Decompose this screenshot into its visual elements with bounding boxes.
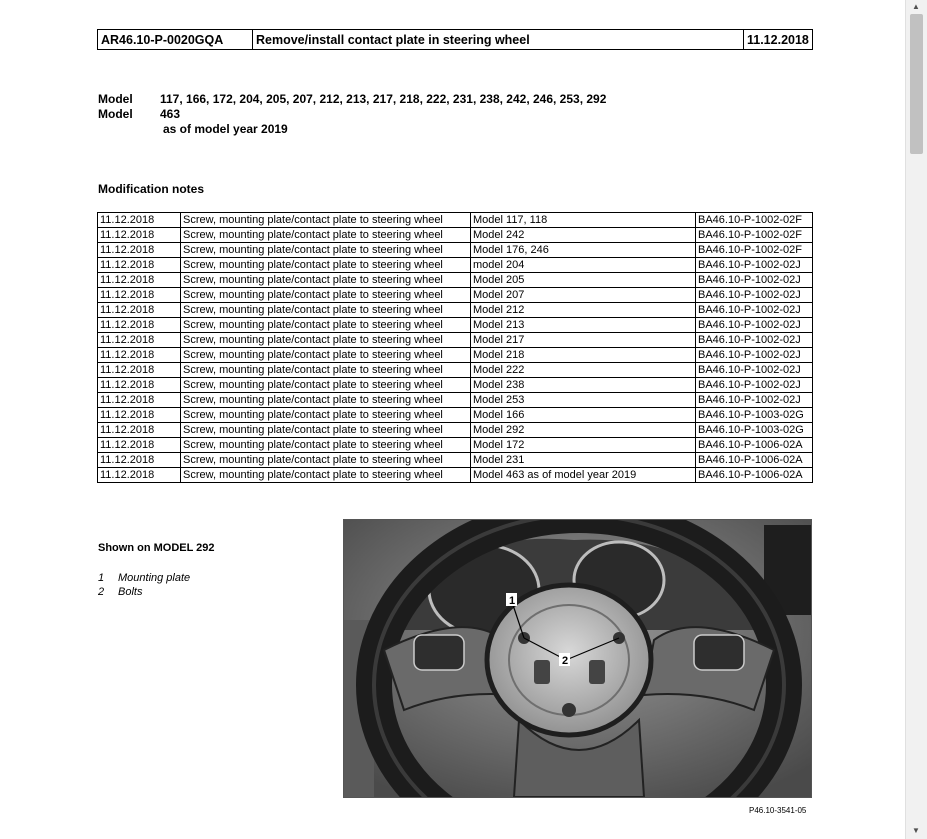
models-label: Model [98, 107, 133, 121]
table-row [98, 468, 813, 483]
cell-model: Model 231 [471, 453, 696, 468]
legend-item: 1 Mounting plate [98, 572, 191, 584]
table-row [98, 378, 813, 393]
cell-model: Model 218 [471, 348, 696, 363]
cell-desc: Screw, mounting plate/contact plate to steering wheel [181, 228, 471, 243]
cell-model: Model 242 [471, 228, 696, 243]
cell-date: 11.12.2018 [98, 363, 181, 378]
cell-ref: BA46.10-P-1002-02J [696, 393, 813, 408]
callout-2: 2 [562, 655, 569, 667]
cell-ref: BA46.10-P-1002-02J [696, 258, 813, 273]
table-row [98, 438, 813, 453]
cell-model: Model 207 [471, 288, 696, 303]
cell-ref: BA46.10-P-1002-02J [696, 318, 813, 333]
cell-desc: Screw, mounting plate/contact plate to steering wheel [181, 348, 471, 363]
cell-ref: BA46.10-P-1002-02J [696, 288, 813, 303]
table-row [98, 453, 813, 468]
models-list: 463 [160, 107, 181, 121]
cell-ref: BA46.10-P-1006-02A [696, 468, 813, 483]
cell-model: Model 176, 246 [471, 243, 696, 258]
document-date: 11.12.2018 [744, 30, 813, 50]
cell-ref: BA46.10-P-1002-02J [696, 348, 813, 363]
cell-model: Model 166 [471, 408, 696, 423]
models-note: as of model year 2019 [163, 122, 288, 136]
cell-date: 11.12.2018 [98, 453, 181, 468]
cell-model: Model 253 [471, 393, 696, 408]
cell-date: 11.12.2018 [98, 228, 181, 243]
cell-ref: BA46.10-P-1002-02J [696, 273, 813, 288]
scroll-thumb[interactable] [910, 14, 923, 154]
cell-desc: Screw, mounting plate/contact plate to steering wheel [181, 333, 471, 348]
cell-desc: Screw, mounting plate/contact plate to steering wheel [181, 273, 471, 288]
cell-model: Model 222 [471, 363, 696, 378]
table-row [98, 228, 813, 243]
cell-model: Model 213 [471, 318, 696, 333]
cell-ref: BA46.10-P-1006-02A [696, 438, 813, 453]
cell-model: Model 205 [471, 273, 696, 288]
table-row [98, 258, 813, 273]
cell-date: 11.12.2018 [98, 288, 181, 303]
models-section [98, 92, 606, 137]
cell-ref: BA46.10-P-1003-02G [696, 423, 813, 438]
cell-desc: Screw, mounting plate/contact plate to steering wheel [181, 468, 471, 483]
table-row [98, 288, 813, 303]
cell-desc: Screw, mounting plate/contact plate to steering wheel [181, 408, 471, 423]
cell-desc: Screw, mounting plate/contact plate to steering wheel [181, 453, 471, 468]
callout-1: 1 [509, 595, 516, 607]
cell-date: 11.12.2018 [98, 348, 181, 363]
table-row [98, 393, 813, 408]
cell-ref: BA46.10-P-1002-02F [696, 228, 813, 243]
cell-date: 11.12.2018 [98, 303, 181, 318]
table-row [98, 408, 813, 423]
cell-date: 11.12.2018 [98, 438, 181, 453]
cell-model: Model 117, 118 [471, 213, 696, 228]
legend-item: 2 Bolts [98, 585, 143, 598]
document-header [97, 29, 813, 50]
table-row [98, 423, 813, 438]
cell-ref: BA46.10-P-1006-02A [696, 453, 813, 468]
cell-ref: BA46.10-P-1002-02J [696, 363, 813, 378]
table-row [98, 333, 813, 348]
cell-ref: BA46.10-P-1002-02F [696, 213, 813, 228]
document-title: Remove/install contact plate in steering wheel [253, 30, 744, 50]
cell-model: Model 238 [471, 378, 696, 393]
cell-desc: Screw, mounting plate/contact plate to steering wheel [181, 243, 471, 258]
table-row [98, 273, 813, 288]
table-row [98, 303, 813, 318]
scroll-up-icon[interactable]: ▲ [912, 2, 920, 11]
cell-ref: BA46.10-P-1002-02J [696, 378, 813, 393]
cell-desc: Screw, mounting plate/contact plate to steering wheel [181, 393, 471, 408]
cell-date: 11.12.2018 [98, 258, 181, 273]
cell-date: 11.12.2018 [98, 468, 181, 483]
cell-desc: Screw, mounting plate/contact plate to steering wheel [181, 288, 471, 303]
cell-model: Model 292 [471, 423, 696, 438]
cell-ref: BA46.10-P-1002-02F [696, 243, 813, 258]
cell-desc: Screw, mounting plate/contact plate to steering wheel [181, 303, 471, 318]
steering-wheel-figure [343, 519, 812, 798]
table-row [98, 348, 813, 363]
modification-notes-table [97, 212, 813, 483]
cell-date: 11.12.2018 [98, 243, 181, 258]
models-label: Model [98, 92, 133, 106]
cell-desc: Screw, mounting plate/contact plate to steering wheel [181, 318, 471, 333]
steering-wheel-illustration [344, 520, 811, 797]
cell-date: 11.12.2018 [98, 423, 181, 438]
cell-date: 11.12.2018 [98, 408, 181, 423]
cell-date: 11.12.2018 [98, 378, 181, 393]
table-row [98, 318, 813, 333]
shown-on-label: Shown on MODEL 292 [98, 542, 215, 554]
cell-ref: BA46.10-P-1002-02J [696, 303, 813, 318]
cell-ref: BA46.10-P-1002-02J [696, 333, 813, 348]
cell-desc: Screw, mounting plate/contact plate to steering wheel [181, 378, 471, 393]
document-id: AR46.10-P-0020GQA [98, 30, 253, 50]
cell-model: Model 463 as of model year 2019 [471, 468, 696, 483]
cell-model: Model 172 [471, 438, 696, 453]
cell-date: 11.12.2018 [98, 333, 181, 348]
table-row [98, 213, 813, 228]
cell-desc: Screw, mounting plate/contact plate to steering wheel [181, 213, 471, 228]
cell-date: 11.12.2018 [98, 393, 181, 408]
cell-desc: Screw, mounting plate/contact plate to steering wheel [181, 423, 471, 438]
vertical-scrollbar[interactable] [905, 0, 927, 839]
scroll-down-icon[interactable]: ▼ [912, 826, 920, 835]
cell-date: 11.12.2018 [98, 318, 181, 333]
cell-desc: Screw, mounting plate/contact plate to steering wheel [181, 363, 471, 378]
cell-model: Model 217 [471, 333, 696, 348]
cell-date: 11.12.2018 [98, 273, 181, 288]
figure-legend [98, 572, 190, 599]
models-list: 117, 166, 172, 204, 205, 207, 212, 213, 217, 218, 222, 231, 238, 242, 246, 253, 292 [160, 92, 607, 106]
table-row [98, 243, 813, 258]
table-row [98, 363, 813, 378]
cell-desc: Screw, mounting plate/contact plate to steering wheel [181, 258, 471, 273]
figure-reference: P46.10-3541-05 [749, 806, 807, 815]
cell-model: Model 212 [471, 303, 696, 318]
cell-date: 11.12.2018 [98, 213, 181, 228]
modification-notes-title: Modification notes [98, 182, 204, 196]
cell-model: model 204 [471, 258, 696, 273]
cell-desc: Screw, mounting plate/contact plate to steering wheel [181, 438, 471, 453]
cell-ref: BA46.10-P-1003-02G [696, 408, 813, 423]
